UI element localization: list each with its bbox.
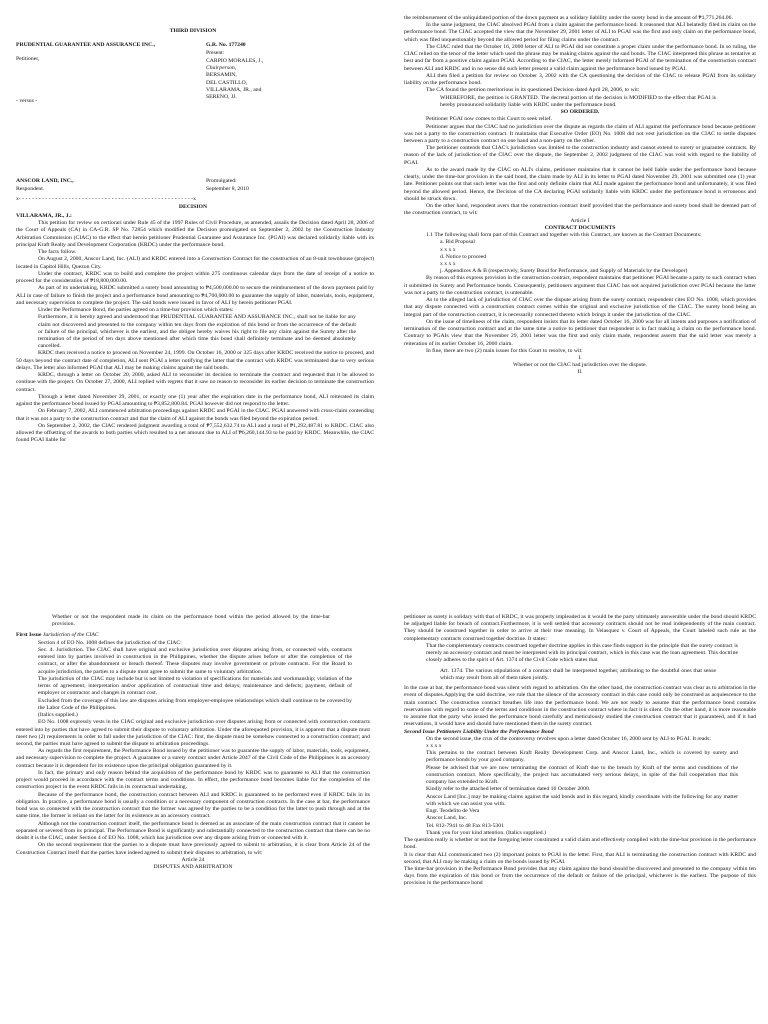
document-page-1	[0, 0, 386, 590]
paragraph: On the other hand, respondent avers that the construction contract itself provided that the performance and surety bond shall be deemed part of the construction contract, to wit:	[404, 203, 756, 217]
paragraph: As part of its undertaking, KRDC submitted a surety bond amounting to ₱4,500,000.00 to secure the reimbursement of the down payment paid by ALI in case of failure to finish the project and a performance bond amounting to ₱4,700,000.00 to guarantee the supply of labor, materials, tools, equipment, and necessary supervision to complete the project. The said bonds were issued in favor of ALI by herein petitioner PGAI.	[16, 285, 374, 306]
second-issue-heading: Second Issue Petitioners Liability Under the Performance Bond	[404, 728, 554, 735]
justices-list: CARPIO MORALES, J., Chairperson, BERSAMIN, DEL CASTILLO, VILLARAMA, JR., and SERENO, JJ.	[206, 58, 264, 101]
petitioner-name: PRUDENTIAL GUARANTEE AND ASSURANCE INC.,	[16, 42, 156, 48]
paragraph: Under the contract, KRDC was to build and complete the project within 275 continuous calendar days from the date of receipt of a notice to proceed for the consideration of ₱18,800,000.00.	[16, 270, 374, 285]
so-ordered: SO ORDERED.	[560, 109, 600, 116]
paragraph: the reimbursement of the unliquidated portion of the down payment as a solidary liability under the surety bond in the amount of ₱1,771,264.06.	[404, 15, 733, 21]
paragraph: The facts follow.	[38, 249, 77, 256]
paragraph: On September 2, 2002, the CIAC rendered judgment awarding a total of ₱7,552,632.74 to ALI and a total of ₱1,292,487.81 to KRDC. CIAC also allowed the offsetting of the awards to both parties which resulted to a net amount due to ALI of ₱6,260,144.93 to be paid by KRDC. Meanwhile, the CIAC found PGAI liable for	[16, 422, 374, 444]
promulgated-date: September 8, 2010	[206, 186, 249, 192]
document-page-2	[388, 0, 768, 590]
division-heading: THIRD DIVISION	[169, 28, 217, 34]
paragraph: As to the alleged lack of jurisdiction of CIAC over the dispute arising from the surety contract, respondent cites EO No. 1008, which provides that any dispute connected with a construction contract comes within the original and exclusive jurisdiction of the CIAC. The surety bond being an integral part of the construction contract, it is necessarily connected thereto which brings it under the jurisdiction of the CIAC.	[404, 297, 756, 318]
article-1374-quote: Art. 1374. The various stipulations of a contract shall be interpreted together, attributing to the doubtful ones that sense which may result from all of them taken jointly.	[440, 667, 716, 681]
issue-2-number: II.	[577, 369, 583, 376]
paragraph: This petition for review on certiorari under Rule 45 of the 1997 Rules of Civil Procedure, as amended, assails the Decision dated April 28, 2006 of the Court of Appeals (CA) in CA-G.R. SP No. 72854 which modified the Decision promulgated on September 2, 2002 by the Construction Industry Arbitration Commission (CIAC) to the effect that herein petitioner Prudential Guarantee and Assurance Inc. (PGAI) was declared solidarily liable with its principal Kraft Realty and Development Corporation (KRDC) under the performance bond.	[16, 220, 374, 248]
page2-body	[404, 15, 756, 377]
petitioner-role: Petitioner,	[16, 56, 40, 62]
paragraph: The CIAC ruled that the October 16, 2000 letter of ALI to PGAI did not constitute a proper claim under the performance bond. In so ruling, the CIAC relied on the tenor of the letter which used the phrase may be making claims against the said bonds. The CIAC interpreted this phrase as tentative at best and far from a positive claim against PGAI. According to the CIAC, the letter merely informed PGAI of the termination of the construction contract between ALI and KRDC and in no sense did such letter present a valid claim against the performance bond issued by PGAI.	[404, 43, 756, 72]
paragraph: On February 7, 2002, ALI commenced arbitration proceedings against KRDC and PGAI in the CIAC. PGAI answered with cross-claim contending that it was not a party to the construction contract and that the claim of ALI against the bonds was filed beyond the expiration period.	[16, 408, 374, 422]
sec4-quote: Sec. 4. Jurisdiction. The CIAC shall have original and exclusive jurisdiction over disputes arising from, or connected with, contracts entered into by parties involved in construction in the Philippines, whether the dispute arises before or after the completion of the contract, or after the abandonment or breach thereof. These disputes may involve government or private contracts. For the Board to acquire jurisdiction, the parties to a dispute must agree to submit the same to voluntary arbitration.	[38, 646, 352, 675]
paragraph: Section 4 of EO No. 1008 defines the jurisdiction of the CIAC:	[38, 639, 182, 646]
paragraph: Although not the construction contract itself, the performance bond is deemed as an associate of the main construction contract that it cannot be separated or severed from its principal. The Performance Bond is significantly and substantially connected to the construction contract that there can be no doubt it is the CIAC, under Section 4 of EO No. 1008, which has jurisdiction over any dispute arising from or connected with it.	[16, 820, 370, 842]
issue-2-text: Whether or not the respondent made its claim on the performance bond within the period allowed by the time-bar provision.	[52, 614, 330, 628]
paragraph: In fact, the primary and only reason behind the acquisition of the performance bond by KRDC was to guarantee to ALI that the construction project would proceed in accordance with the contract terms and conditions. In effect, the performance bond becomes liable for the completion of the construction project in the event KRDC fails in its contractual undertaking.	[16, 769, 370, 791]
gr-number: G.R. No. 177240	[206, 42, 246, 48]
sec4-quote-b: The jurisdiction of the CIAC may include but is not limited to violation of specifications for materials and workmanship; violation of the terms of agreement; interpretation and/or application of contractual time and delays; maintenance and defects; payment, default of employer or contractor and changes in contract cost.	[38, 675, 352, 697]
paragraph: The question really is whether or not the foregoing letter constituted a valid claim and effectively complied with the time-bar provision in the performance bond.	[404, 837, 756, 851]
decision-heading: DECISION	[178, 204, 208, 210]
paragraph: The CA found the petition meritorious in its questioned Decision dated April 28, 2006, to wit:	[426, 87, 640, 94]
paragraph: Under the Performance Bond, the parties agreed on a time-bar provision which states:	[38, 307, 234, 314]
paragraph: In the same judgment, the CIAC absolved PGAI from a claim against the performance bond. It reasoned that ALI belatedly filed its claim on the performance bond. The CIAC accepted the view that the November 29, 2001 letter of ALI to PGAI was the first and only claim on the performance bond, which was filed unquestionably beyond the allowed period for filing claims under the contract.	[404, 22, 756, 43]
article-label: Article I	[570, 217, 590, 224]
document-page-4	[388, 600, 768, 1024]
first-issue-title: Jurisdiction of the CIAC	[42, 632, 99, 639]
paragraph: On the issue of timeliness of the claim, respondent insists that its letter dated October 16, 2000 was for all intents and purposes a notification of termination of the construction contract and at the same time a notice to petitioner that respondent is in fact making a claim on the performance bond. Contrary to PGAIs view that the November 29, 2001 letter was the first and only claim made, respondent asserts that the said letter was merely a reiteration of its earlier October 16, 2000 claim.	[404, 318, 756, 347]
paragraph: Petitioner PGAI now comes to this Court to seek relief.	[426, 116, 553, 123]
paragraph: Through a letter dated November 29, 2001, or exactly one (1) year after the expiration date in the performance bond, ALI reiterated its claim against the performance bond issued by PGAI amounting to ₱3,852,800.84. PGAI however did not respond to the letter.	[16, 393, 374, 408]
paragraph: In the case at bar, the performance bond was silent with regard to arbitration. On the other hand, the construction contract was clear as to arbitration in the event of disputes.Applying the said doctrine, we rule that the silence of the accessory contract in this case could only be construed as acquiescence to the main contract. The construction contract breathes life into the performance bond. We are not ready to assume that the performance bond contains reservations with regard to some of the terms and conditions in the construction contract where in fact it is silent. On the other hand, it is more reasonable to assume that the party who issued the performance bond carefully and meticulously studied the construction contract that it guaranteed, and if it had reservations, it would have and should have mentioned them in the surety contract.	[404, 685, 756, 728]
paragraph: By reason of this express provision in the construction contract, respondent maintains that petitioner PGAI became a party to such contract when it submitted its Surety and Performance bonds. Consequently, petitioners argument that CIAC has not acquired jurisdiction over PGAI because the latter was not a party to the construction contract, is untenable.	[404, 275, 756, 296]
paragraph: On August 2, 2000, Anscor Land, Inc. (ALI) and KRDC entered into a Construction Contract for the construction of an 8-unit townhouse (project) located in Capitol Hills, Quezon City.	[16, 256, 374, 270]
paragraph: The time-bar provision in the Performance Bond provides that any claim against the bond should be discovered and presented to the company within ten days from the expiration of this bond or from the occurrence of the default or failure of the principal, whichever is the earliest. The purpose of this provision in the performance bond	[404, 865, 756, 887]
paragraph: KRDC then received a notice to proceed on November 24, 1999. On October 16, 2000 or 325 days after KRDC received the notice to proceed, and 50 days beyond the contract date of completion, ALI sent PGAI a letter notifying the latter that the contract with KRDC was terminated due to very serious delays. The letter also informed PGAI that ALI may be making claims against the said bonds.	[16, 350, 374, 371]
page3-body	[16, 614, 370, 871]
paragraph: On the second issue, the crux of the controversy revolves upon a letter dated October 16, 2000 sent by ALI to PGAI. It reads:	[426, 735, 711, 742]
article-24-label: Article 24	[181, 856, 205, 863]
first-issue-heading	[16, 632, 370, 639]
page4-body	[404, 614, 756, 888]
respondent-role: Respondent.	[16, 186, 45, 192]
paragraph: Petitioner argues that the CIAC had no jurisdiction over the dispute as regards the claim of ALI against the performance bond because petitioner was not a party to the construction contract. It maintains that Executive Order (EO) No. 1008 did not vest jurisdiction on the CIAC to settle disputes between a party to a construction contract on one hand and a non-party on the other.	[404, 123, 756, 144]
sec4-quote-c: Excluded from the coverage of this law are disputes arising from employer-employee relationships which shall continue to be covered by the Labor Code of the Philippines.	[38, 697, 352, 711]
paragraph: In fine, there are two (2) main issues for this Court to resolve, to wit:	[426, 347, 583, 354]
paragraph: As to the award made by the CIAC on ALI's claims, petitioner maintains that it cannot be held liable under the performance bond because clearly, under the time-bar provision in the said bond, the claim made by ALI in its letter to PGAI dated November 29, 2001 was submitted one (1) year late. Petitioner points out that such letter was the first and only definite claim that ALI made against the performance bond and unfortunately, it was filed beyond the allowed period. Hence, the Decision of the CA declaring PGAI solidarily liable with KRDC under the performance bond is erroneous and should be struck down.	[404, 166, 756, 202]
disputes-heading: DISPUTES AND ARBITRATION	[153, 863, 233, 870]
separator-rule: x- - - - - - - - - - - - - - - - - - - - - - - - - - - - - - - - - - - - - - - - - - - - - - - - - - - - -x	[16, 196, 197, 202]
paragraph: On the second requirement that the parties to a dispute must have previously agreed to submit to arbitration, it is clear from Article 24 of the Construction Contract itself that the parties have indeed agreed to submit their disputes to arbitration, to wit:	[16, 842, 370, 856]
promulgated-label: Promulgated:	[206, 178, 237, 184]
decision-body	[16, 213, 374, 445]
contract-items: 1.1 The following shall form part of this Contract and together with this Contract, are known as the Contract Documents: a. Bid Proposal x x x x d. Notice to proceed x x x x j. Appendices A & B (respectively, Surety Bond for Performance, and Supply of Materials by the Developer)	[426, 232, 702, 275]
paragraph: EO No. 1008 expressly vests in the CIAC original and exclusive jurisdiction over disputes arising from or connected with construction contracts entered into by parties that have agreed to submit their dispute to voluntary arbitration. Under the aforequoted provision, it is apparent that a dispute must meet two (2) requirements in order to fall under the jurisdiction of the CIAC: first, the dispute must be somehow connected to a construction contract; and second, the parties must have agreed to submit the dispute to arbitration proceedings.	[16, 719, 370, 747]
bond-quote: Furthermore, it is hereby agreed and understood that PRUDENTIAL GUARANTEE AND ASSURANCE INC., shall not be liable for any claim not discovered and presented to the company within ten days from the expiration of this bond or from the occurrence of the default or failure of the principal, whichever is the earliest, and the obligee hereby waives his right to file any claim against the Surety after the termination of the period of ten days above mentioned after which time this bond shall definitely terminate and be deemed absolutely cancelled.	[38, 314, 356, 350]
doctrine-quote: That the complementary contracts construed together doctrine applies in this case finds support in the principle that the surety contract is merely an accessory contract and must be interpreted with its principal contract, which in this case was the loan agreement. This doctrine closely adheres to the spirit of Art. 1374 of the Civil Code which states that	[426, 642, 738, 664]
paragraph: KRDC, through a letter on October 20, 2000, asked ALI to reconsider its decision to terminate the contract and requested that it be allowed to continue with the project. On October 27, 2000, ALI replied with regrets that it saw no reason to reconsider its earlier decision to terminate the construction contract.	[16, 372, 374, 393]
paragraph: petitioner as surety is solidary with that of KRDC, it was properly impleaded as it would be the party ultimately answerable under the bond should KRDC be adjudged liable for breach of contract.Furthermore, it is well settled that accessory contracts should not be read independently of the main contract. They should be construed together in order to arrive at their true meaning. In Velasquez v. Court of Appeals, the Court labeled such rule as the complementary contracts construed together doctrine. It states:	[404, 614, 756, 642]
dispositive-quote: WHEREFORE, the petition is GRANTED. The decretal portion of the decision is MODIFIED to the effect that PGAI is hereby pronounced solidarily liable with KRDC under the performance bond.	[440, 94, 716, 108]
paragraph: ALI then filed a petition for review on October 3, 2002 with the CA questioning the decision of the CIAC to release PGAI from its solidary liability on the performance bond.	[404, 72, 756, 87]
page-gap	[0, 590, 768, 600]
issue-1-number: I.	[578, 355, 582, 362]
italics-note: (Italics supplied.)	[38, 712, 78, 719]
versus-label: - versus -	[16, 98, 38, 104]
present-label: Present:	[206, 50, 225, 56]
paragraph: Because of the performance bond, the construction contract between ALI and KRDC is guaranteed to be performed even if KRDC fails in its obligation. In practice, a performance bond is usually a condition or a necessary component of construction contracts. In the case at bar, the performance bond was so connected with the construction contract that the former was agreed by the parties to be a condition for the latter to push through and at the same time, the former is reliant on the latter for its existence as an accessory contract.	[16, 791, 370, 820]
ponente: VILLARAMA, JR., J.:	[16, 213, 72, 219]
paragraph: As regards the first requirement, the Performance Bond issued by the petitioner was to guarantee the supply of labor, materials, tools, equipment, and necessary supervision to complete the project. A guarantee or a surety contract under Article 2047 of the Civil Code of the Philippines is an accessory contract because it is dependent for its existence upon the principal obligation guaranteed by it.	[16, 748, 370, 769]
first-issue-label: First Issue	[16, 632, 42, 639]
issue-1-text: Whether or not the CIAC had jurisdiction over the dispute.	[513, 362, 647, 369]
contract-documents-heading: CONTRACT DOCUMENTS	[544, 224, 616, 231]
document-page-3	[0, 600, 386, 1024]
paragraph: It is clear that ALI communicated two (2) important points to PGAI in the letter. First, that ALI is terminating the construction contract with KRDC and second, that ALI may be making a claim on the bonds issued by PGAI.	[404, 851, 756, 865]
paragraph: The petitioner contends that CIAC's jurisdiction was limited to the construction industry and cannot extend to surety or guarantee contracts. By reason of the lack of jurisdiction of the CIAC over the dispute, the September 2, 2002 judgment of the CIAC was void with regard to the liability of PGAI.	[404, 145, 756, 166]
letter-quote: x x x x This pertains to the contract between Kraft Realty Development Corp. and Anscor Land, Inc., which is covered by surety and performance bonds by your good company. Please be advised that we are now terminating the contract of Kraft due to the breach by Kraft of the terms and conditions of the construction contract. More specifically, the project has accumulated very serious delays, in spite of the full cooperation that this company has extended to Kraft. Kindly refer to the attached letter of termination dated 16 October 2000. Anscor Land [Inc.] may be making claims against the said bonds and in this regard, kindly coordinate with the following for any matter with which we can assist you with. Engr. Teodelito de Vera Anscor Land, Inc. Tel. 812-7941 to 48 Fax 813-5301 Thank you for your kind attention. (Italics supplied.)	[426, 742, 738, 836]
respondent-name: ANSCOR LAND, INC.,	[16, 178, 74, 184]
